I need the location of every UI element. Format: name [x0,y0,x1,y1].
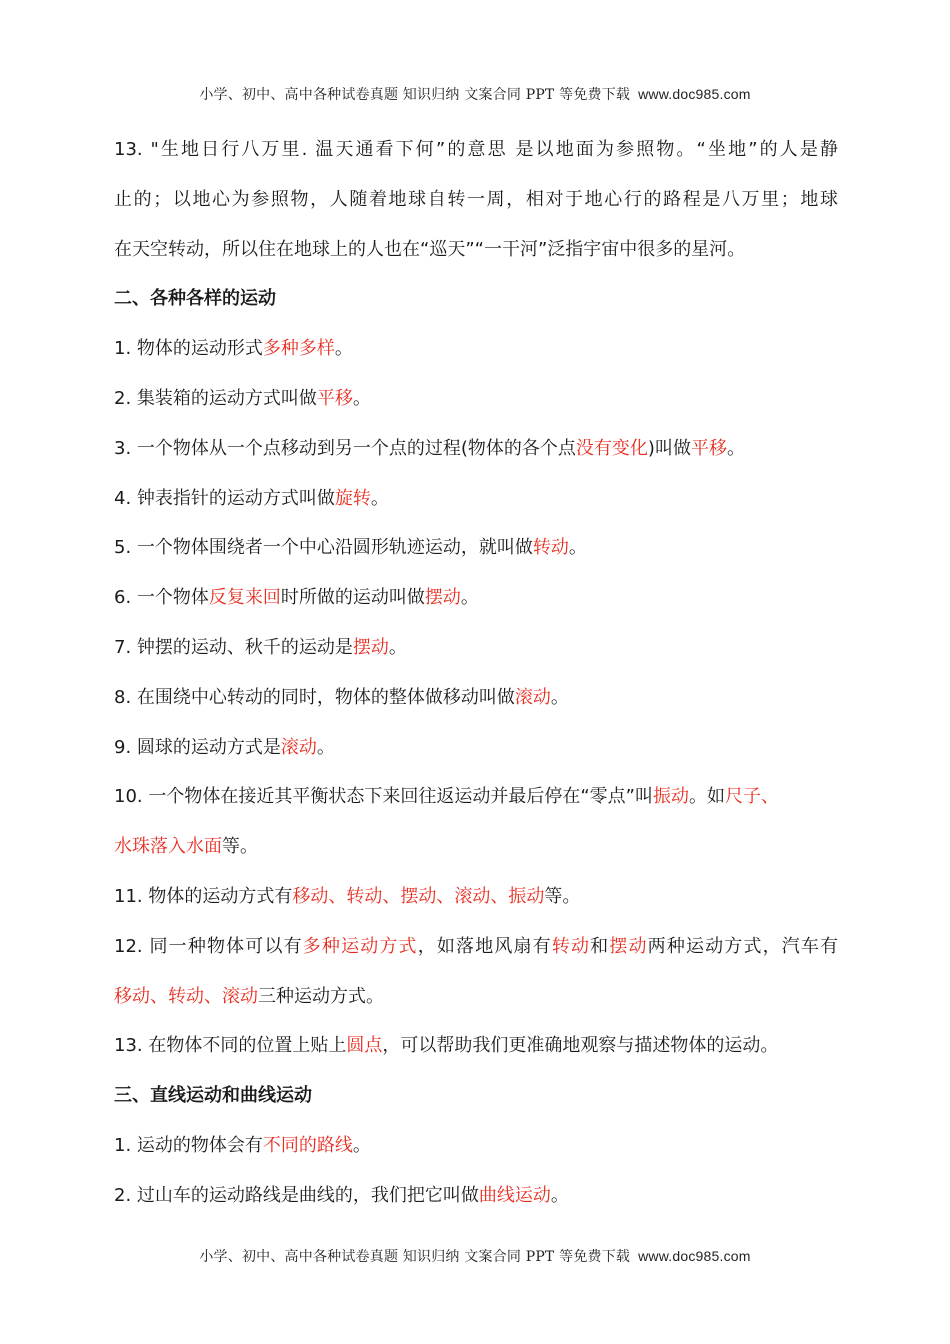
paragraph-line [114,175,838,225]
answer-highlight: 曲线运动 [478,1184,551,1206]
paragraph-line [114,225,838,275]
answer-highlight: 移动、转动、滚动 [114,985,258,1007]
footer-url: www.doc985.com [638,1248,751,1264]
list-item [114,772,838,822]
text-span: 。 [352,387,371,409]
answer-highlight: 摆动 [352,636,389,658]
text-span: 。 [388,636,407,658]
text-span: 7. 钟摆的运动、秋千的运动是 [114,636,353,658]
text-span: 两种运动方式，汽车有 [647,935,838,957]
answer-highlight: 摆动 [609,935,648,957]
text-span: 13. 在物体不同的位置上贴上 [114,1035,347,1057]
answer-highlight: 滚动 [280,736,317,758]
list-item [114,474,838,524]
answer-highlight: 圆点 [346,1035,383,1057]
text-span: 。 [370,487,389,509]
list-item [114,1171,838,1221]
section-heading: 三、直线运动和曲线运动 [114,1085,312,1107]
list-item [114,573,838,623]
page-footer [0,1246,950,1266]
answer-highlight: 平移 [690,437,727,459]
text-span: 4. 钟表指针的运动方式叫做 [114,487,335,509]
text-span: 等。 [544,885,581,907]
answer-highlight: 没有变化 [575,437,648,459]
text-span: 13. "生地日行八万里. 温天通看下何”的意思 是以地面为参照物。“坐地”的人是静 [114,139,838,160]
answer-highlight: 摆动 [424,587,461,609]
answer-highlight: 振动 [653,786,689,808]
document-body [114,125,838,1221]
list-item [114,922,838,972]
text-span: 。如 [689,786,725,808]
answer-highlight: 尺子、 [725,786,779,808]
answer-highlight: 多种运动方式 [302,935,418,957]
text-span: 和 [590,935,610,957]
text-span: 。 [460,587,479,609]
answer-highlight: 旋转 [334,487,371,509]
answer-highlight: 反复来回 [208,587,281,609]
list-item [114,872,838,922]
list-item [114,623,838,673]
text-span: 等。 [222,836,258,858]
text-span: 1. 运动的物体会有 [114,1134,263,1156]
text-span: 。 [568,537,587,559]
answer-highlight: 不同的路线 [262,1134,353,1156]
paragraph-line [114,125,838,175]
list-item [114,523,838,573]
text-span: 9. 圆球的运动方式是 [114,736,281,758]
list-item [114,324,838,374]
text-span: 三种运动方式。 [258,985,384,1007]
text-span: 11. 物体的运动方式有 [114,885,293,907]
list-item [114,424,838,474]
list-item [114,374,838,424]
text-span: 止的；以地心为参照物，人随着地球自转一周，相对于地心行的路程是八万里；地球 [114,188,838,210]
text-span: 。 [550,1184,569,1206]
answer-highlight: 转动 [551,935,591,957]
text-span: 1. 物体的运动形式 [114,338,263,360]
list-item [114,673,838,723]
text-span: 时所做的运动叫做 [280,587,425,609]
text-span: 。 [316,736,335,758]
answer-highlight: 移动、转动、摆动、滚动、振动 [292,885,545,907]
text-span: 。 [726,437,745,459]
text-span: 5. 一个物体围绕者一个中心沿圆形轨迹运动，就叫做 [114,537,533,559]
text-span: 3. 一个物体从一个点移动到另一个点的过程(物体的各个点 [114,437,576,459]
text-span: 10. 一个物体在接近其平衡状态下来回往返运动并最后停在“零点”叫 [114,786,653,808]
text-span: 在天空转动，所以住在地球上的人也在“巡天”“一干河”泛指宇宙中很多的星河。 [114,238,746,260]
header-text: 小学、初中、高中各种试卷真题 知识归纳 文案合同 PPT 等免费下载 [199,87,631,103]
section-heading: 二、各种各样的运动 [114,288,276,310]
header-url: www.doc985.com [638,86,751,102]
answer-highlight: 平移 [316,387,353,409]
text-span: 2. 集装箱的运动方式叫做 [114,387,317,409]
answer-highlight: 水珠落入水面 [114,836,222,858]
list-item-continuation [114,822,838,872]
text-span: ，如落地风扇有 [417,935,552,957]
text-span: 。 [334,338,353,360]
text-span: 。 [352,1134,371,1156]
text-span: 12. 同一种物体可以有 [114,935,303,957]
list-item-continuation [114,972,838,1022]
text-span: ，可以帮助我们更准确地观察与描述物体的运动。 [382,1035,779,1057]
text-span: 2. 过山车的运动路线是曲线的，我们把它叫做 [114,1184,479,1206]
answer-highlight: 多种多样 [262,338,335,360]
text-span: 8. 在围绕中心转动的同时，物体的整体做移动叫做 [114,686,515,708]
text-span: 。 [550,686,569,708]
footer-text: 小学、初中、高中各种试卷真题 知识归纳 文案合同 PPT 等免费下载 [199,1249,631,1265]
list-item [114,723,838,773]
page-header [0,84,950,104]
list-item [114,1121,838,1171]
answer-highlight: 转动 [532,537,569,559]
text-span: )叫做 [647,437,691,459]
text-span: 6. 一个物体 [114,587,209,609]
list-item [114,1021,838,1071]
answer-highlight: 滚动 [514,686,551,708]
